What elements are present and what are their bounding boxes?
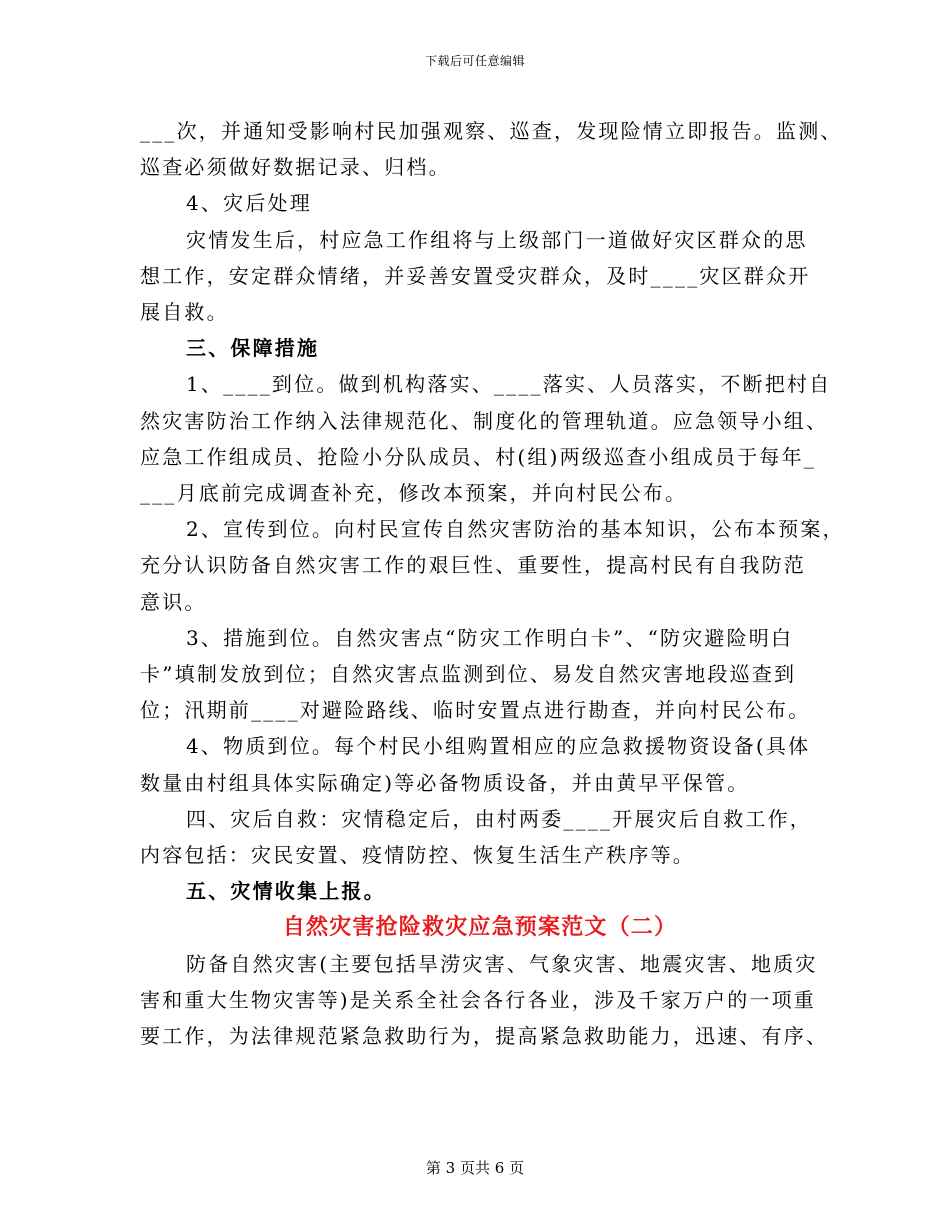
text-line: 充分认识防备自然灾害工作的艰巨性、重要性，提高村民有自我防范 xyxy=(140,553,806,578)
section-title: 自然灾害抢险救灾应急预案范文（二） xyxy=(282,914,678,941)
text-line: 位；汛期前____对避险路线、临时安置点进行勘查，并向村民公布。 xyxy=(140,698,811,723)
text-line: 数量由村组具体实际确定)等必备物质设备，并由黄早平保管。 xyxy=(140,770,750,795)
text-line: 4、物质到位。每个村民小组购置相应的应急救援物资设备(具体 xyxy=(186,734,811,759)
text-line: 害和重大生物灾害等)是关系全社会各行各业，涉及千家万户的一项重 xyxy=(140,987,817,1012)
section-heading: 三、保障措施 xyxy=(186,336,320,361)
text-line: 1、____到位。做到机构落实、____落实、人员落实，不断把村自 xyxy=(186,372,832,397)
section-heading: 五、灾情收集上报。 xyxy=(186,879,386,904)
text-line: 意识。 xyxy=(140,589,207,614)
text-line: 要工作，为法律规范紧急救助行为，提高紧急救助能力，迅速、有序、 xyxy=(140,1024,829,1049)
text-line: 四、灾后自救：灾情稳定后，由村两委____开展灾后自救工作， xyxy=(186,806,812,831)
text-line: 2、宣传到位。向村民宣传自然灾害防治的基本知识，公布本预案， xyxy=(186,517,845,542)
page-footer: 第 3 页共 6 页 xyxy=(425,1159,525,1177)
text-line: ___次，并通知受影响村民加强观察、巡查，发现险情立即报告。监测、 xyxy=(140,119,843,143)
text-line: 想工作，安定群众情绪，并妥善安置受灾群众，及时____灾区群众开 xyxy=(140,263,811,288)
text-line: 灾情发生后，村应急工作组将与上级部门一道做好灾区群众的思 xyxy=(186,227,808,252)
text-line: 应急工作组成员、抢险小分队成员、村(组)两级巡查小组成员于每年_ xyxy=(140,444,817,469)
document-body xyxy=(140,113,845,1054)
text-line: ___月底前完成调查补充，修改本预案，并向村民公布。 xyxy=(140,481,688,506)
text-line: 卡”填制发放到位；自然灾害点监测到位、易发自然灾害地段巡查到 xyxy=(140,662,797,687)
text-line: 防备自然灾害(主要包括旱涝灾害、气象灾害、地震灾害、地质灾 xyxy=(186,951,818,976)
page-header: 下载后可任意编辑 xyxy=(424,54,525,68)
text-line: 巡查必须做好数据记录、归档。 xyxy=(140,155,451,180)
text-line: 展自救。 xyxy=(140,300,229,325)
text-line: 然灾害防治工作纳入法律规范化、制度化的管理轨道。应急领导小组、 xyxy=(140,408,829,433)
text-line: 内容包括：灾民安置、疫情防控、恢复生活生产秩序等。 xyxy=(140,843,695,868)
text-line: 3、措施到位。自然灾害点“防灾工作明白卡”、“防灾避险明白 xyxy=(186,625,794,650)
text-line: 4、灾后处理 xyxy=(186,191,312,216)
